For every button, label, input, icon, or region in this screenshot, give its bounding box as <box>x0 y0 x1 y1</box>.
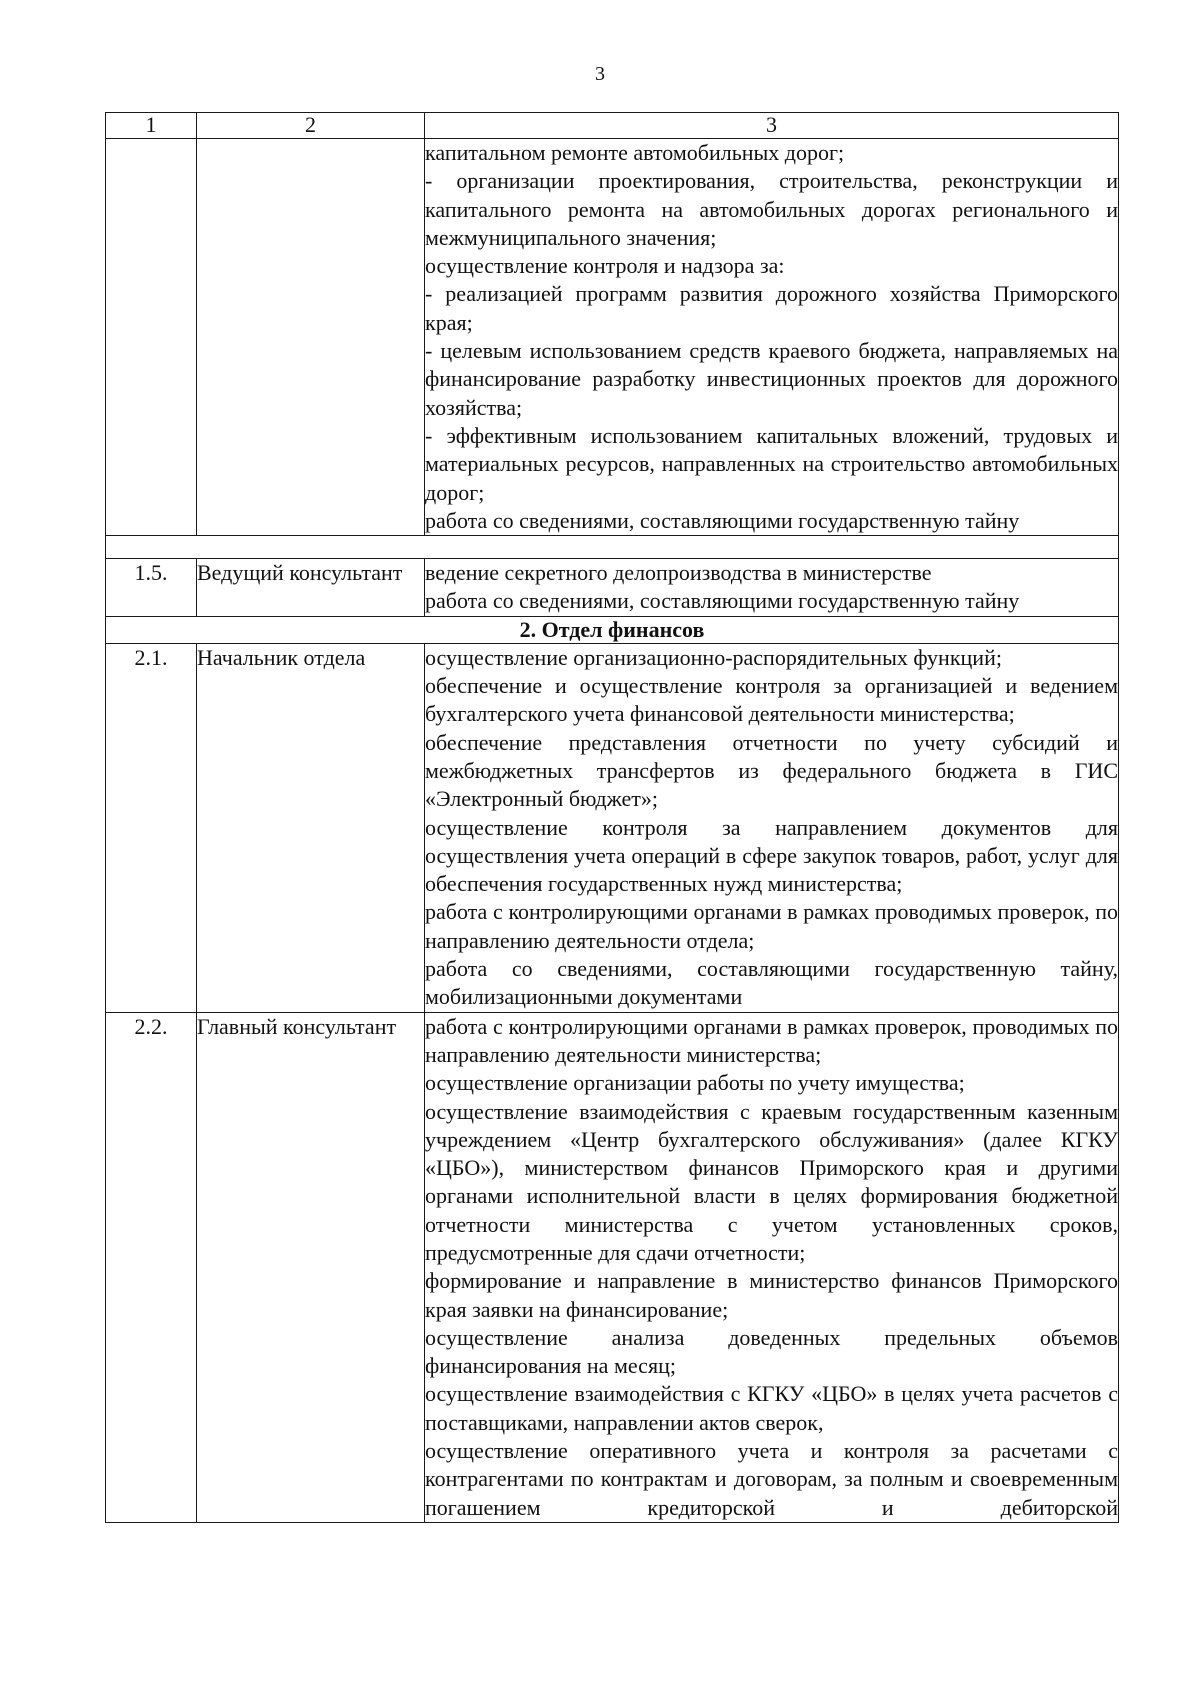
duty-item: осуществление взаимодействия с КГКУ «ЦБО» в целях учета расчетов с поставщиками, направлении актов сверок, <box>425 1381 1118 1435</box>
duty-item: осуществление организации работы по учету имущества; <box>425 1070 965 1096</box>
column-header-3: 3 <box>425 113 1119 139</box>
row-number <box>106 139 197 536</box>
duty-item: работа с контролирующими органами в рамках проводимых проверок, по направлению деятельности отдела; <box>425 899 1118 953</box>
table-row-continued <box>106 139 1119 536</box>
duty-item: осуществление анализа доведенных предельных объемов финансирования на месяц; <box>425 1324 1118 1379</box>
row-position: Главный консультант <box>197 1012 425 1522</box>
duty-item: капитальном ремонте автомобильных дорог; <box>425 140 845 165</box>
duty-item: - организации проектирования, строительства, реконструкции и капитального ремонта на автомобильных дорогах регионального и межмуниципального значения; <box>425 168 1118 250</box>
table-header-row <box>106 113 1119 139</box>
duty-item: - эффективным использованием капитальных вложений, трудовых и материальных ресурсов, направленных на строительство автомобильных дорог; <box>425 422 1118 505</box>
duty-item: работа со сведениями, составляющими государственную тайну <box>425 507 1020 533</box>
section-row-2 <box>106 616 1119 643</box>
duty-item: работа со сведениями, составляющими государственную тайну <box>425 588 1020 614</box>
table-row-2-1 <box>106 643 1119 1012</box>
row-number: 1.5. <box>106 559 197 617</box>
duty-item: формирование и направление в министерство финансов Приморского края заявки на финансирование; <box>425 1268 1118 1322</box>
duties-table <box>105 112 1119 1523</box>
row-number: 2.2. <box>106 1012 197 1522</box>
table-row-1-5 <box>106 559 1119 617</box>
duty-item: обеспечение представления отчетности по учету субсидий и межбюджетных трансфертов из федерального бюджета в ГИС «Электронный бюджет»; <box>425 729 1118 812</box>
duty-item: - целевым использованием средств краевого бюджета, направляемых на финансирование разработку инвестиционных проектов для дорожного хозяйства; <box>425 338 1118 420</box>
duty-item: осуществление взаимодействия с краевым государственным казенным учреждением «Центр бухгалтерского обслуживания» (далее КГКУ «ЦБО»), министерством финансов Приморского края и другими органами исполнительной власти в целях формирования бюджетной отчетности министерства с учетом установленных сроков, предусмотренные для сдачи отчетности; <box>425 1098 1118 1265</box>
duty-item: осуществление оперативного учета и контроля за расчетами с контрагентами по контрактам и договорам, за полным и своевременным погашением кредиторской и дебиторской <box>425 1438 1118 1520</box>
duty-item: осуществление организационно-распорядительных функций; <box>425 644 1002 670</box>
row-duties <box>425 643 1119 1012</box>
page-number: 3 <box>595 63 605 85</box>
row-position: Начальник отдела <box>197 643 425 1012</box>
empty-cell <box>106 536 1119 559</box>
row-duties <box>425 139 1119 536</box>
column-header-2: 2 <box>197 113 425 139</box>
row-number: 2.1. <box>106 643 197 1012</box>
duty-item: ведение секретного делопроизводства в министерстве <box>425 560 932 586</box>
duty-item: осуществление контроля за направлением документов для осуществления учета операций в сфере закупок товаров, работ, услуг для обеспечения государственных нужд министерства; <box>425 814 1118 897</box>
duty-item: обеспечение и осуществление контроля за организацией и ведением бухгалтерского учета финансовой деятельности министерства; <box>425 673 1118 727</box>
row-duties <box>425 1012 1119 1522</box>
duty-item: работа с контролирующими органами в рамках проверок, проводимых по направлению деятельности министерства; <box>425 1013 1118 1067</box>
section-title: 2. Отдел финансов <box>106 616 1119 643</box>
table-row-spacer <box>106 536 1119 559</box>
row-position <box>197 139 425 536</box>
table-row-2-2 <box>106 1012 1119 1522</box>
column-header-1: 1 <box>106 113 197 139</box>
duty-item: - реализацией программ развития дорожного хозяйства Приморского края; <box>425 281 1118 335</box>
row-position: Ведущий консультант <box>197 559 425 617</box>
duty-item: работа со сведениями, составляющими государственную тайну, мобилизационными документами <box>425 956 1118 1010</box>
duty-item: осуществление контроля и надзора за: <box>425 253 785 279</box>
row-duties <box>425 559 1119 617</box>
